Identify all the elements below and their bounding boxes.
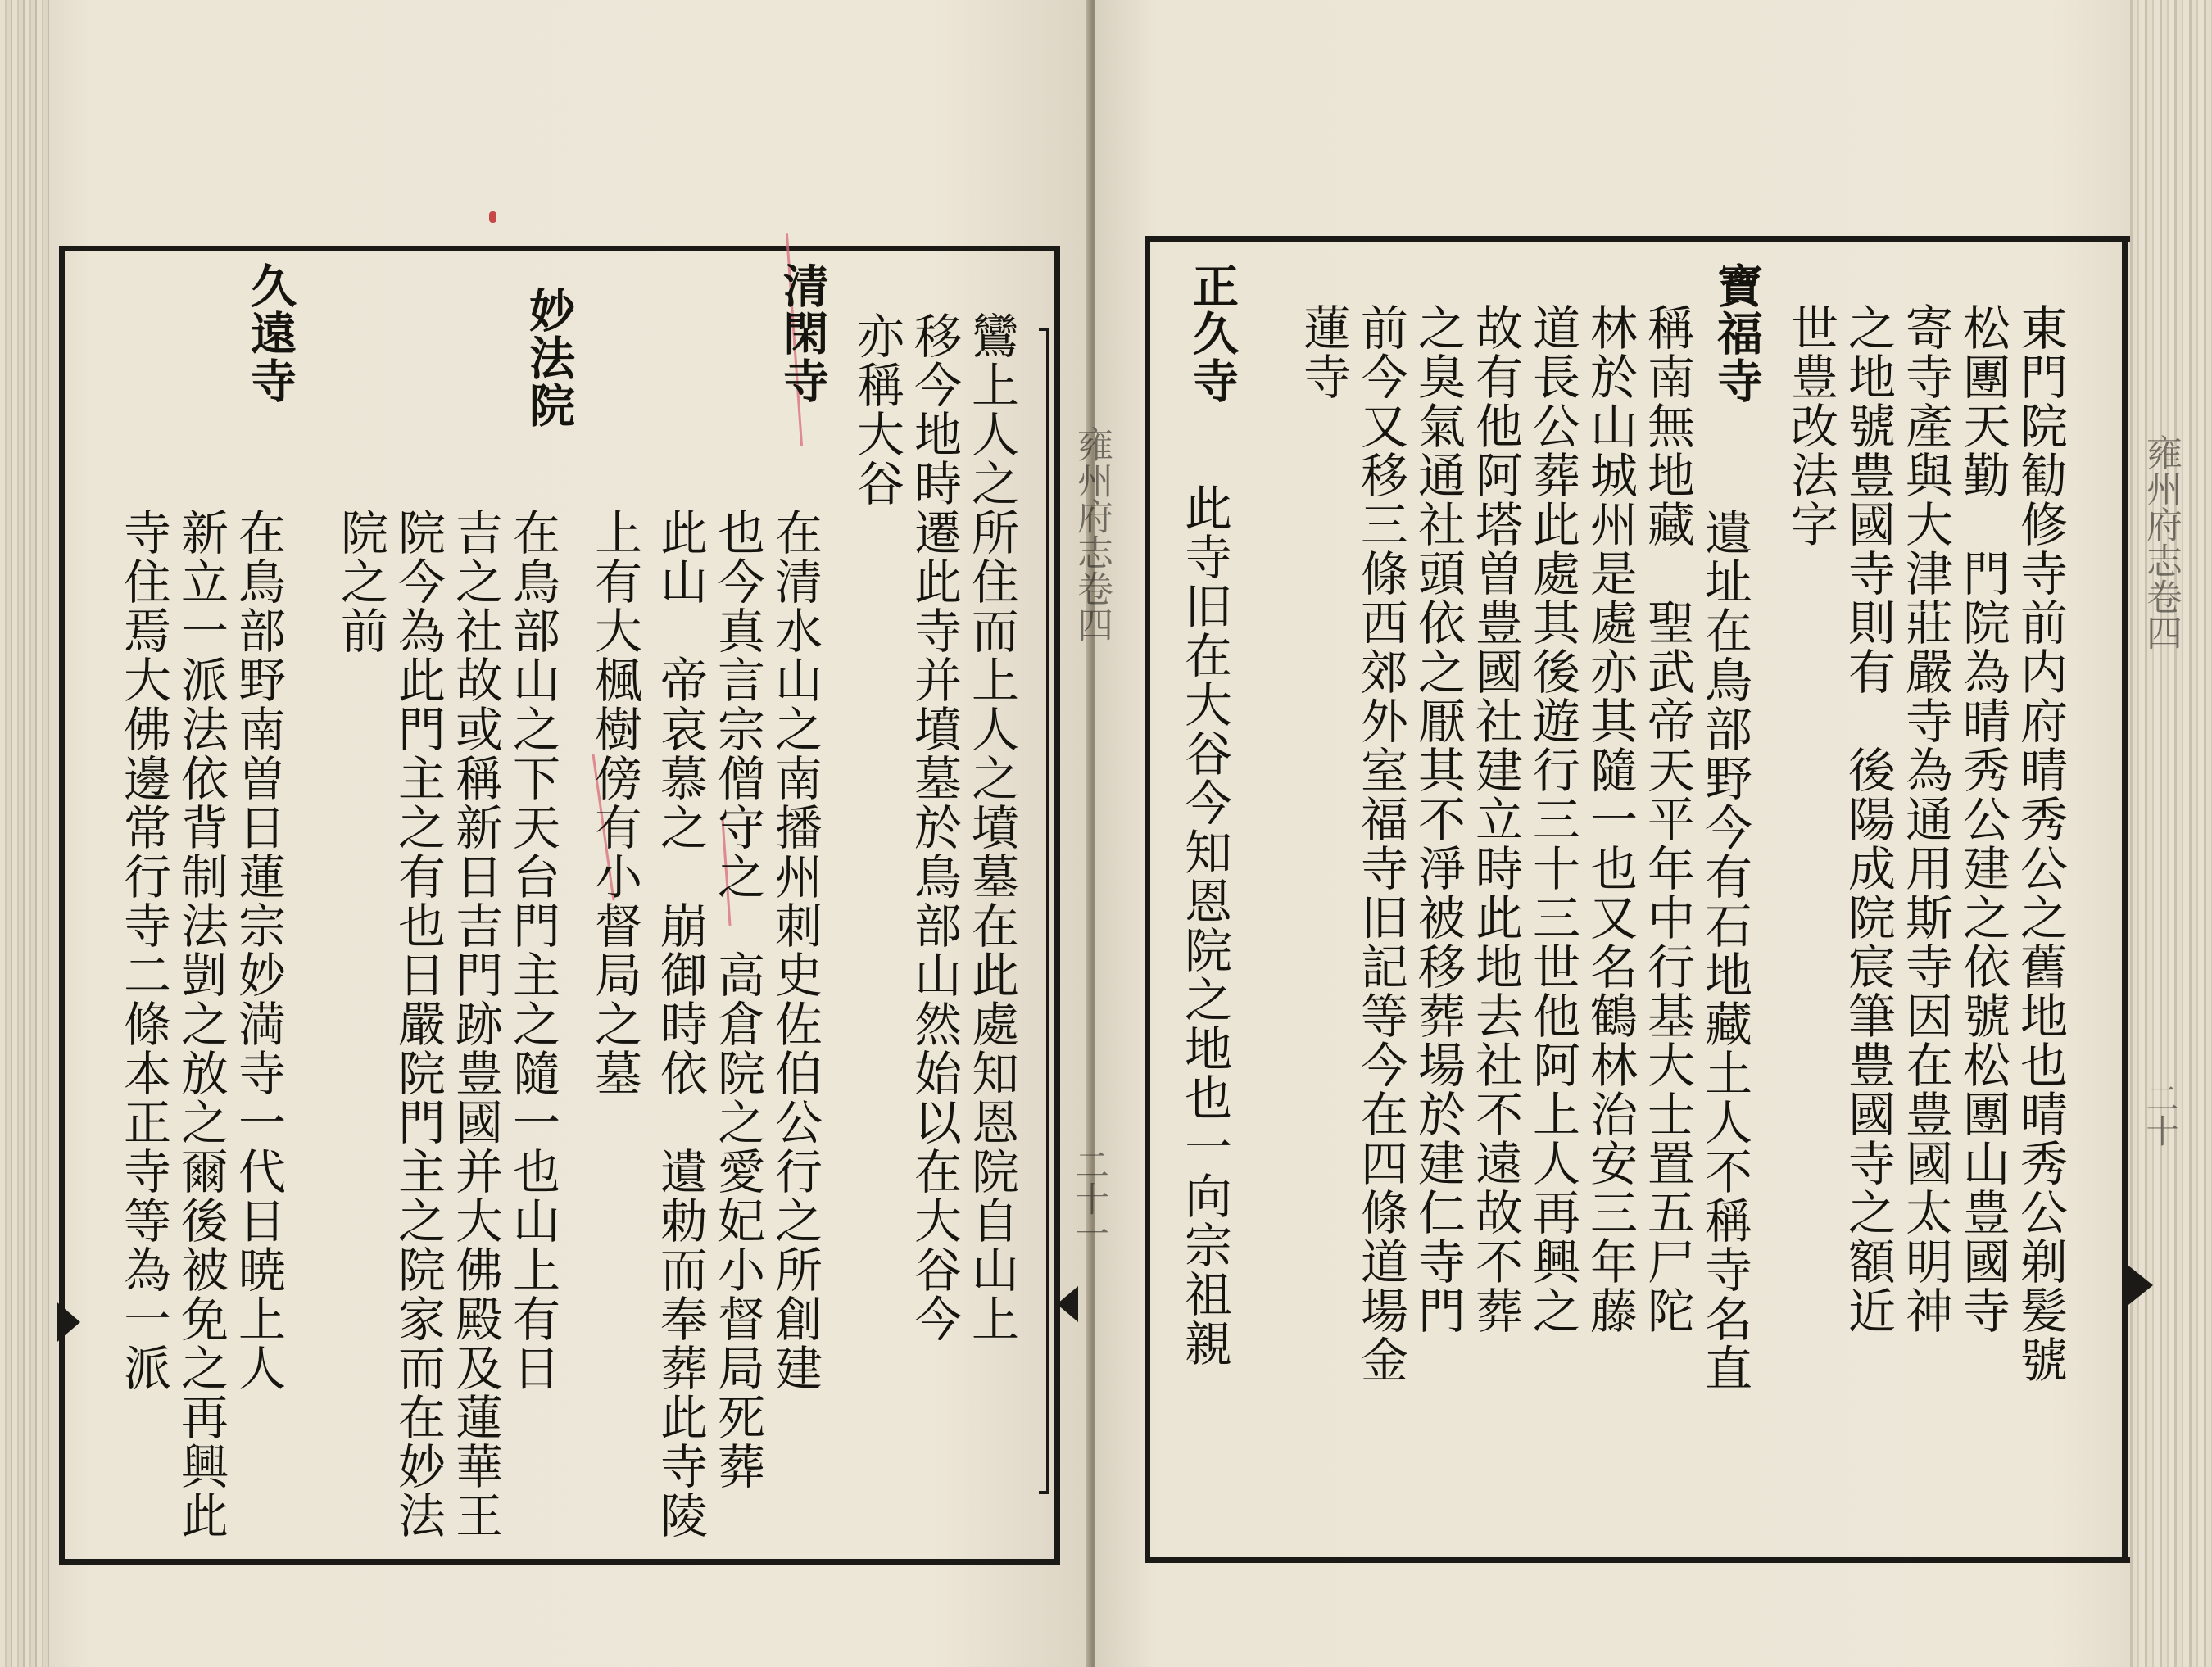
- text-column: 之臭氣通社頭依之厭其不淨被移葬場於建仁寺門: [1410, 303, 1466, 1335]
- text-column: 在鳥部山之下天台門主之隨一也山上有日: [505, 508, 560, 1393]
- text-column: 院今為此門主之有也日嚴院門主之院家而在妙法: [390, 508, 446, 1540]
- text-column: 亦稱大谷: [849, 311, 904, 508]
- text-column: 世豊改法字: [1783, 303, 1838, 549]
- folio-number: 二十: [2141, 1081, 2178, 1147]
- left-frame-inner-rule: [1046, 328, 1049, 1491]
- text-column: 蓮寺: [1295, 303, 1351, 401]
- text-column: 在清水山之南播州刺史佐伯公行之所創建: [767, 508, 823, 1393]
- text-column: 此寺旧在大谷今知恩院之地也一向宗祖親: [1176, 483, 1232, 1368]
- folio-number: 二十一: [1070, 1147, 1110, 1250]
- right-frame-outer-rule: [2122, 236, 2128, 1563]
- text-column: 東門院勧修寺前内府晴秀公之舊地也晴秀公剃髪號: [2012, 303, 2068, 1384]
- text-column: 之地號豊國寺則有 後陽成院宸筆豊國寺之額近: [1840, 303, 1896, 1335]
- text-column: 移今地時遷此寺并墳墓於鳥部山然始以在大谷今: [906, 311, 962, 1343]
- text-column: 此山 帝哀慕之 崩御時依 遺勅而奉葬此寺陵: [652, 508, 708, 1540]
- fishtail-mark: [2128, 1266, 2153, 1305]
- left-frame-rule-bottom-tick: [1039, 1491, 1049, 1494]
- text-column: 新立一派法依背制法剴之放之爾後被免之再興此: [173, 508, 229, 1540]
- margin-title: 雍州府志卷四: [1071, 426, 1113, 642]
- text-column: 前今又移三條西郊外室福寺旧記等今在四條道場金: [1353, 303, 1408, 1384]
- text-column: 稱南無地藏 聖武帝天平年中行基大士置五尸陀: [1639, 303, 1695, 1335]
- text-column: 林於山城州是處亦其隨一也又名鶴林治安三年藤: [1582, 303, 1638, 1335]
- text-column: 上有大楓樹傍有小督局之墓: [587, 508, 642, 1098]
- text-column: 鸞上人之所住而上人之墳墓在此處知恩院自山上: [963, 311, 1019, 1343]
- entry-heading: 清閑寺: [776, 262, 830, 405]
- entry-heading: 妙法院: [522, 287, 576, 429]
- text-column: 吉之社故或稱新日吉門跡豊國并大佛殿及蓮華王: [447, 508, 503, 1540]
- text-column: 故有他阿塔曽豊國社建立時此地去社不遠故不葬: [1467, 303, 1523, 1335]
- red-ink-dot: [489, 211, 496, 223]
- text-column: 遺址在鳥部野今有石地藏土人不稱寺名直: [1697, 508, 1752, 1393]
- text-column: 寄寺產與大津莊嚴寺為通用斯寺因在豊國太明神: [1897, 303, 1953, 1335]
- entry-heading: 正久寺: [1185, 262, 1240, 405]
- entry-heading: 久遠寺: [243, 262, 297, 405]
- text-column: 寺住焉大佛邊常行寺二條本正寺等為一派: [116, 508, 171, 1393]
- margin-title: 雍州府志卷四: [2140, 434, 2182, 650]
- text-column: 松團天勤 門院為晴秀公建之依號松團山豊國寺: [1955, 303, 2010, 1335]
- page-edges-right: [2130, 0, 2212, 1667]
- left-frame-rule-top-tick: [1039, 328, 1049, 331]
- text-column: 在鳥部野南曽日蓮宗妙満寺一代日暁上人: [230, 508, 286, 1393]
- fishtail-mark: [1057, 1286, 1078, 1322]
- left-frame-outer-rule: [1054, 246, 1060, 1565]
- entry-heading: 寶福寺: [1710, 262, 1764, 405]
- fishtail-mark: [57, 1302, 80, 1342]
- text-column: 院之前: [333, 508, 388, 655]
- text-column: 也今真言宗僧守之 高倉院之愛妃小督局死葬: [709, 508, 765, 1491]
- text-column: 道長公葬此處其後遊行三十三世他阿上人再興之: [1525, 303, 1580, 1335]
